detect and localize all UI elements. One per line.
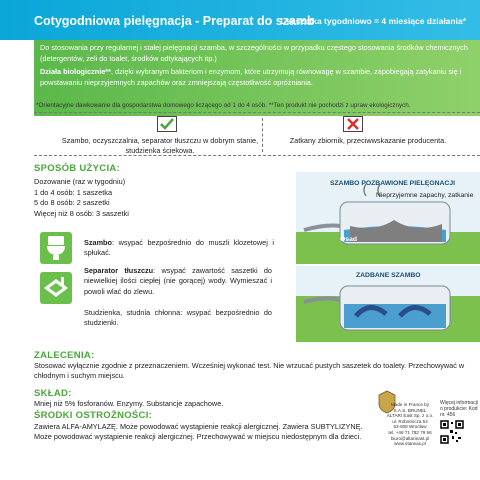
suitable-use bbox=[60, 136, 260, 156]
divider bbox=[34, 112, 480, 113]
section-heading-composition: SKŁAD: bbox=[34, 388, 72, 399]
sink-icon bbox=[40, 272, 72, 304]
manufacturer-line: S.A.S. BRUNEL bbox=[393, 407, 427, 413]
precautions-text: Zawiera ALFA-AMYLAZĘ. Może powodować wystąpienie reakcji alergicznej. Zawiera SUBTYLIZYNĘ. Może powodować wystąpienie reakcji alergicznej. Przechowywać w miejscu niedostępnym dla dzieci. bbox=[34, 422, 363, 442]
unsuitable-use: Zatkany zbiornik, przeciwwskazanie producenta. bbox=[289, 136, 447, 145]
intro-text: Do stosowania przy regularnej i stałej pielęgnacji szamba, w szczególności w przypadku częstego stosowania środków chemicznych (detergentów, żeli do toalet, środków odtykających itp.) bbox=[40, 43, 468, 63]
manufacturer-line: Made in France by bbox=[390, 402, 430, 407]
dosage-item: Więcej niż 8 osób: 3 saszetki bbox=[34, 208, 129, 218]
usage-step-bold: Szambo bbox=[84, 238, 112, 247]
usage-step-text: : wsypać bezpośrednio do muszli klozetowej i spłukać. bbox=[84, 238, 274, 258]
usage-step-text: : wsypać zawartość saszetki do niewielkiej ilości ciepłej (nie gorącej) wody. Wymieszać i powoli wlać do zlewu. bbox=[84, 266, 272, 296]
check-icon bbox=[157, 116, 177, 132]
intro-bio-rest: , dzięki wybranym bakteriom i enzymom, które utrzymują równowagę w szambie, zapobiegają zatykaniu się i powstawaniu nieprzyjemnych zapachów oraz zmniejszają częstotliwość opróżniania. bbox=[40, 67, 462, 87]
manufacturer-line: www.starwax.pl bbox=[394, 441, 426, 447]
diagram-title: ZADBANE SZAMBO bbox=[356, 272, 421, 279]
diagram-healthy-tank bbox=[296, 266, 480, 342]
section-heading-precautions: ŚRODKI OSTROŻNOŚCI: bbox=[34, 410, 153, 421]
page-title: Cotygodniowa pielęgnacja - Preparat do szamb bbox=[34, 14, 315, 28]
cross-icon bbox=[343, 116, 363, 132]
suitable-use-line2: studzienka ściekowa. bbox=[125, 146, 195, 155]
divider-vertical bbox=[262, 118, 263, 152]
manufacturer-line: biuro@altarieast.pl bbox=[390, 435, 430, 441]
dosage-item: 1 do 4 osób: 1 saszetka bbox=[34, 187, 113, 197]
toilet-icon bbox=[40, 232, 72, 264]
manufacturer-info bbox=[375, 402, 445, 447]
suitable-use-line1: Szambo, oczyszczalnia, separator tłuszczu w dobrym stanie, bbox=[61, 136, 259, 145]
manufacturer-line: ul. Robotnicza 54 bbox=[392, 418, 428, 424]
dosage-list bbox=[34, 177, 129, 219]
footnote: *Orientacyjne dawkowanie dla gospodarstwa domowego liczącego od 1 do 4 osób. **Ten produkt nie pochodzi z upraw ekologicznych. bbox=[36, 102, 411, 109]
diagram-title: SZAMBO POZBAWIONE PIELĘGNACJI bbox=[330, 180, 455, 187]
usage-step-bold: Separator tłuszczu bbox=[84, 266, 154, 275]
product-info-note: Więcej informacji o produkcie: Kod nr. 456 bbox=[440, 400, 478, 418]
diagram-problem-label: Nieprzyjemne zapachy, zatkanie bbox=[376, 192, 474, 199]
diagram-neglected-tank bbox=[296, 172, 480, 264]
usage-step-drain: Studzienka, studnia chłonna: wsypać bezpośrednio do studzienki. bbox=[84, 308, 272, 328]
dosage-item: 5 do 8 osób: 2 saszetki bbox=[34, 198, 110, 208]
dosage-title: Dozowanie (raz w tygodniu) bbox=[34, 177, 126, 186]
section-heading-usage: SPOSÓB UŻYCIA: bbox=[34, 163, 121, 174]
recommendations-text: Stosować wyłącznie zgodnie z przeznaczeniem. Wcześniej wykonać test. Nie wrzucać pustych saszetek do toalety. Przechowywać w chłodnym i suchym miejscu. bbox=[34, 361, 465, 381]
qr-code-icon bbox=[440, 420, 464, 444]
usage-step-toilet bbox=[84, 238, 274, 259]
usage-step-grease-trap bbox=[84, 266, 272, 297]
intro-bio-bold: Działa biologicznie** bbox=[40, 67, 111, 76]
section-heading-recommendations: ZALECENIA: bbox=[34, 350, 95, 361]
manufacturer-line: ALTARI East Sp. z o.o. bbox=[386, 413, 434, 419]
divider bbox=[34, 155, 480, 156]
manufacturer-line: tel. +48 71 782 79 56 bbox=[388, 429, 432, 435]
header-banner bbox=[0, 0, 480, 40]
manufacturer-line: 53-608 Wrocław bbox=[393, 424, 427, 430]
intro-bio-text bbox=[34, 64, 480, 88]
dosage-tagline: 1 saszetka tygodniowo = 4 miesiące działania* bbox=[279, 16, 466, 26]
composition-text: Mniej niż 5% fosforanów. Enzymy. Substancje zapachowe. bbox=[34, 399, 224, 408]
diagram-sediment-label: Osad bbox=[340, 236, 357, 243]
